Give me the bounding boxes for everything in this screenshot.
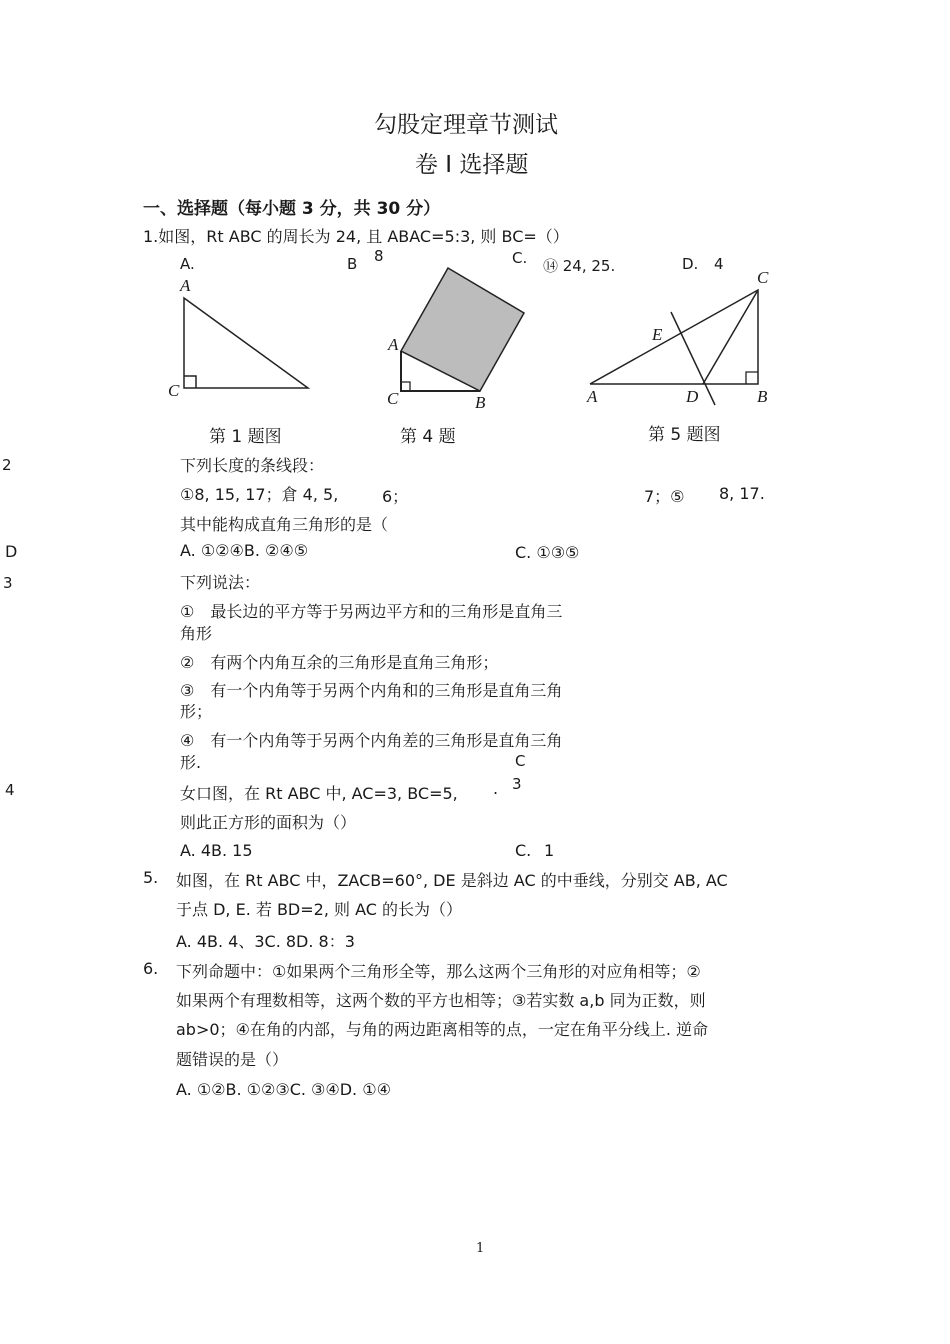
- q6-options: A. ①②B. ①②③C. ③④D. ①④: [176, 1080, 391, 1099]
- q5-line1: 如图，在 Rt ABC 中，ZACB=60°, DE 是斜边 AC 的中垂线，分别交 AB, AC: [176, 871, 728, 890]
- q6-line4: 题错误的是（）: [176, 1050, 289, 1069]
- q2-ask: 其中能构成直角三角形的是（: [180, 515, 389, 534]
- q3-stem: 下列说法：: [180, 573, 261, 592]
- q1-option-d: D.: [682, 255, 699, 273]
- q2-number: 2: [2, 456, 12, 474]
- fig1-label-a: A: [180, 276, 191, 295]
- q1-option-b: B: [347, 255, 358, 273]
- q2-options-ab: A. ①②④B. ②④⑤: [180, 541, 309, 560]
- q3-statement-4-line1: ④ 有一个内角等于另两个内角差的三角形是直角三角: [180, 731, 563, 750]
- q2-items-c: 7；⑤: [644, 487, 685, 506]
- q2-items-d: 8, 17.: [719, 484, 765, 503]
- fig5-label-b: B: [757, 387, 768, 406]
- q3-statement-2: ② 有两个内角互余的三角形是直角三角形；: [180, 653, 499, 672]
- q1-option-d-value: 4: [714, 255, 724, 273]
- q4-number: 4: [5, 781, 15, 799]
- q2-option-c: C. ①③⑤: [515, 543, 580, 562]
- q4-options-ab: A. 4B. 15: [180, 841, 253, 860]
- q6-line3: ab>0；④在角的内部，与角的两边距离相等的点，一定在角平分线上. 逆命: [176, 1020, 709, 1039]
- q2-items-a: ①8, 15, 17；倉 4, 5,: [180, 485, 339, 504]
- q6-number: 6.: [143, 959, 159, 978]
- fig1-caption: 第 1 题图: [209, 427, 282, 447]
- q3-statement-3-line1: ③ 有一个内角等于另两个内角和的三角形是直角三角: [180, 681, 563, 700]
- q1-stem: 1.如图，Rt ABC 的周长为 24, 且 ABAC=5:3, 则 BC=（）: [143, 227, 569, 246]
- page-number: 1: [476, 1241, 485, 1256]
- fig5-triangle: [590, 290, 758, 384]
- q2-left-mark: D: [5, 542, 18, 561]
- fig4-label-c: C: [387, 389, 399, 408]
- q3-statement-1-line1: ① 最长边的平方等于另两边平方和的三角形是直角三: [180, 602, 563, 621]
- q1-option-b-value: 8: [374, 247, 384, 265]
- fig4-label-b: B: [475, 393, 486, 412]
- fig5-label-d: D: [686, 387, 699, 406]
- fig4-label-a: A: [388, 335, 399, 354]
- q4-option-c-value: 1: [544, 841, 555, 860]
- fig1-label-c: C: [168, 381, 180, 400]
- q5-options: A. 4B. 4、3C. 8D. 8：3: [176, 932, 355, 951]
- q4-option-c: C.: [515, 841, 532, 860]
- fig5-right-angle-mark: [746, 372, 758, 384]
- fig5-segment-cd: [703, 290, 758, 384]
- fig5-label-a: A: [587, 387, 598, 406]
- q3-number: 3: [3, 574, 13, 592]
- q6-line1: 下列命题中：①如果两个三角形全等，那么这两个三角形的对应角相等；②: [176, 962, 701, 981]
- q3-statement-1-line2: 角形: [180, 624, 213, 643]
- q3-right-c: C: [515, 752, 526, 770]
- fig5-label-e: E: [652, 325, 663, 344]
- fig4-caption: 第 4 题: [400, 427, 456, 447]
- q3-statement-3-line2: 形；: [180, 702, 213, 721]
- q4-stem: 女口图，在 Rt ABC 中, AC=3, BC=5,: [180, 784, 458, 803]
- q4-ask: 则此正方形的面积为（）: [180, 813, 357, 832]
- q2-stem: 下列长度的条线段：: [180, 456, 325, 475]
- page-subtitle: 卷 I 选择题: [415, 152, 529, 178]
- q5-number: 5.: [143, 868, 159, 887]
- q1-option-c-value: ⑭ 24, 25.: [543, 257, 616, 275]
- q6-line2: 如果两个有理数相等，这两个数的平方也相等；③若实数 a,b 同为正数，则: [176, 991, 706, 1010]
- fig5-caption: 第 5 题图: [648, 425, 721, 445]
- q1-option-c: C.: [512, 249, 528, 267]
- q2-items-b: 6；: [382, 487, 409, 506]
- section-heading: 一、选择题（每小题 3 分，共 30 分）: [143, 199, 441, 219]
- q4-dot: .: [493, 779, 499, 798]
- q3-right-3: 3: [512, 775, 522, 793]
- q1-option-a: A.: [180, 255, 195, 273]
- q5-line2: 于点 D, E. 若 BD=2, 则 AC 的长为（）: [176, 900, 463, 919]
- page-title: 勾股定理章节测试: [374, 112, 558, 138]
- q3-statement-4-line2: 形.: [180, 753, 202, 772]
- fig5-label-c: C: [757, 268, 769, 287]
